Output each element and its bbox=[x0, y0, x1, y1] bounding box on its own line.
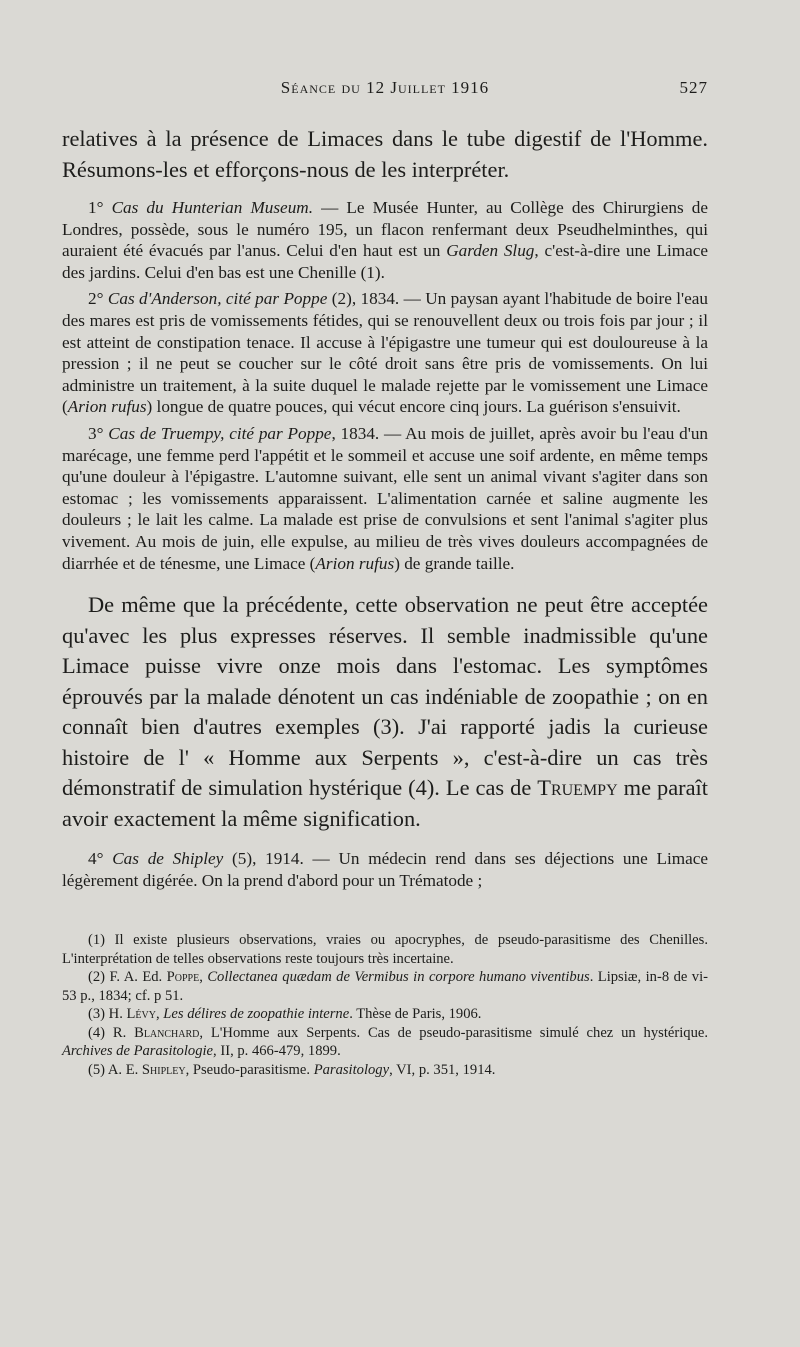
footnotes bbox=[62, 931, 708, 1079]
case-1-number: 1° bbox=[88, 198, 104, 217]
footnote-5-text-end: , VI, p. 351, 1914. bbox=[389, 1061, 496, 1078]
footnote-4-text-end: , II, p. 466-479, 1899. bbox=[213, 1043, 341, 1060]
footnote-5-italic: Parasitology bbox=[313, 1061, 390, 1078]
case-2-paragraph bbox=[62, 288, 708, 418]
case-2-text-end: ) longue de quatre pouces, qui vécut encore cinq jours. La guérison s'ensuivit. bbox=[146, 397, 681, 417]
footnote-4-italic: Archives de Parasitologie bbox=[62, 1043, 214, 1060]
case-2-italic: Arion rufus bbox=[67, 397, 147, 417]
case-1-paragraph bbox=[62, 197, 708, 283]
case-3-title: Cas de Truempy, cité par Poppe bbox=[108, 423, 332, 443]
footnote-2-italic: Collectanea quædam de Vermibus in corpore humano viventibus bbox=[207, 969, 590, 986]
footnote-5-mid: , Pseudo-parasitisme. bbox=[185, 1061, 314, 1078]
case-1-text: — Le Musée Hunter, au Collège des Chirurgiens de Londres, possède, sous le numéro 195, un flacon renfermant deux Pseudhelminthes, qui auraient été évacués par l'anus. Celui d'en haut est un bbox=[62, 198, 709, 261]
case-3-number: 3° bbox=[88, 423, 104, 443]
commentary-paragraph bbox=[62, 590, 708, 834]
footnote-3-text: (3) H. bbox=[88, 1006, 127, 1023]
footnote-3 bbox=[62, 1005, 708, 1024]
intro-paragraph: relatives à la présence de Limaces dans le tube digestif de l'Homme. Résumons-les et efforçons-nous de les interpréter. bbox=[62, 126, 708, 182]
case-4-text: (5), 1914. — Un médecin rend dans ses déjections une Limace légèrement digérée. On la prend d'abord pour un Trématode ; bbox=[62, 849, 709, 890]
commentary-text: De même que la précédente, cette observation ne peut être acceptée qu'avec les plus expresses réserves. Il semble inadmissible qu'une Limace puisse vivre onze mois dans l'estomac. Les symptômes éprouvés par la malade dénotent un cas indéniable de zoopathie ; on en connaît bien d'autres exemples (3). J'ai rapporté jadis la curieuse histoire de l' « Homme aux Serpents », c'est-à-dire un cas très démonstratif de simulation hystérique (4). Le cas de bbox=[62, 592, 708, 801]
case-3-italic: Arion rufus bbox=[315, 553, 395, 573]
footnote-3-italic: Les délires de zoopathie interne bbox=[163, 1006, 350, 1023]
footnote-1: (1) Il existe plusieurs observations, vraies ou apocryphes, de pseudo-parasitisme des Chenilles. L'interprétation de telles observations reste toujours très incertaine. bbox=[62, 932, 708, 967]
case-4-paragraph bbox=[62, 848, 708, 891]
footnote-3-sep: , bbox=[155, 1006, 164, 1023]
case-2-title: Cas d'Anderson, cité par Poppe bbox=[107, 289, 328, 309]
case-2-number: 2° bbox=[88, 289, 104, 309]
footnote-4-mid: , L'Homme aux Serpents. Cas de pseudo-parasitisme simulé chez un hystérique. bbox=[199, 1024, 708, 1041]
footnote-2 bbox=[62, 968, 708, 1005]
footnote-2-text-end: . Lipsiæ, in-8 de vi-53 p., 1834; cf. p 51. bbox=[62, 969, 709, 1004]
case-1-italic: Garden Slug bbox=[446, 241, 535, 261]
footnote-4-author: Blanchard bbox=[134, 1024, 200, 1041]
case-3-paragraph bbox=[62, 423, 708, 574]
footnote-2-sep: , bbox=[199, 969, 208, 986]
footnote-3-text-end: . Thèse de Paris, 1906. bbox=[349, 1006, 482, 1023]
footnote-4-text: (4) R. bbox=[88, 1024, 135, 1041]
commentary-text-end: me paraît avoir exactement la même signification. bbox=[62, 775, 708, 831]
case-1-title: Cas du Hunterian Museum. bbox=[111, 198, 313, 217]
footnote-5-author: Shipley bbox=[141, 1061, 186, 1078]
case-3-text: , 1834. — Au mois de juillet, après avoir bu l'eau d'un marécage, une femme perd l'appétit et le sommeil et accuse une soif ardente, en même temps qu'une douleur à l'épigastre. L'automne suivant, elle sent un animal vivant s'agiter dans son estomac ; les vomissements apparaissent. L'alimentation carnée et saline augmente les douleurs ; le lait les calme. La malade est prise de convulsions et sent l'animal s'agiter plus vivement. Au mois de juin, elle expulse, au milieu de très vives douleurs accompagnées de diarrhée et de ténesme, une Limace ( bbox=[62, 423, 709, 573]
footnote-2-author: Poppe bbox=[166, 969, 200, 986]
header-title: Séance du 12 Juillet 1916 bbox=[280, 78, 490, 97]
case-2-text: (2), 1834. — Un paysan ayant l'habitude de boire l'eau des mares est pris de vomissements fétides, qui se renouvellent deux ou trois fois par jour ; il est atteint de constipation tenace. Il accuse à l'épigastre une tumeur qui est douloureuse à la pression ; il ne peut se coucher sur le côté droit sans être pris de vomissements. On lui administre un traitement, à la suite duquel le malade rejette par le vomissement une Limace ( bbox=[62, 289, 709, 417]
case-1-text-end: , c'est-à-dire une Limace des jardins. Celui d'en bas est une Chenille (1). bbox=[62, 241, 708, 282]
footnote-3-author: Lévy bbox=[126, 1006, 156, 1023]
case-4-title: Cas de Shipley bbox=[112, 849, 224, 869]
footnote-2-text: (2) F. A. Ed. bbox=[88, 969, 167, 986]
footnote-4 bbox=[62, 1024, 708, 1061]
commentary-name: Truempy bbox=[537, 775, 618, 801]
page-number: 527 bbox=[679, 78, 708, 97]
case-3-text-end: ) de grande taille. bbox=[394, 553, 515, 573]
footnote-5 bbox=[62, 1061, 708, 1080]
case-4-number: 4° bbox=[88, 849, 104, 869]
footnote-5-text: (5) A. E. bbox=[88, 1061, 142, 1078]
running-header bbox=[62, 78, 708, 104]
page-body bbox=[62, 124, 708, 1079]
